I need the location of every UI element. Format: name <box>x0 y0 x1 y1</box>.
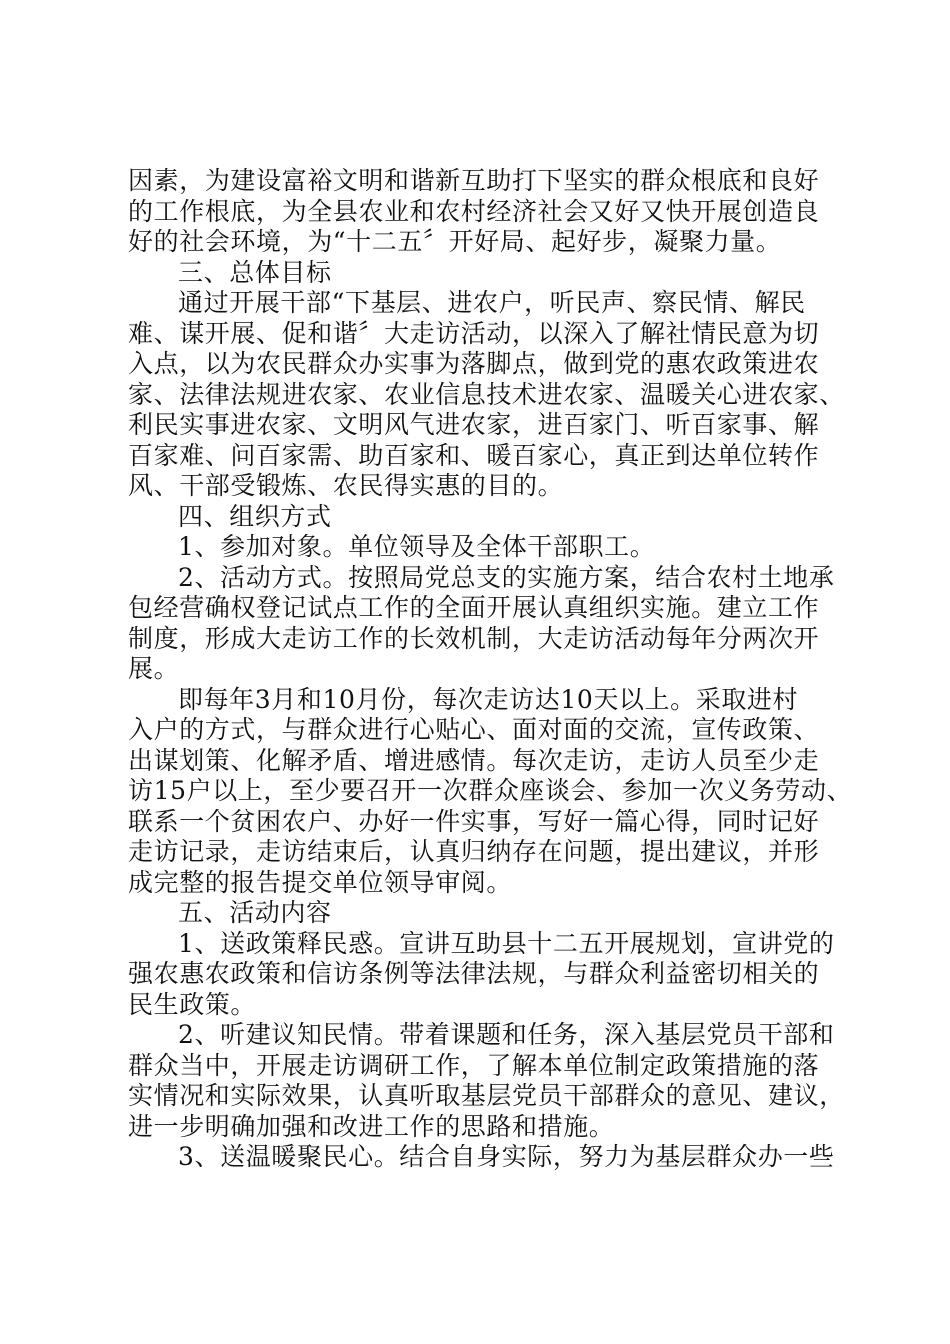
section-heading: 五、活动内容 <box>178 898 332 927</box>
text-line: 好的社会环境，为“十二五〞开好局、起好步，凝聚力量。 <box>128 227 782 256</box>
text-line: 成完整的报告提交单位领导审阅。 <box>128 867 513 897</box>
text-line: 访15户以上，至少要召开一次群众座谈会、参加一次义务劳动、 <box>128 776 853 805</box>
text-line: 2、活动方式。按照局党总支的实施方案，结合农村土地承 <box>178 562 835 592</box>
section-heading: 四、组织方式 <box>178 501 332 531</box>
text-line: 通过开展干部“下基层、进农户，听民声、察民情、解民 <box>178 288 806 317</box>
text-line: 强农惠农政策和信访条例等法律法规，与群众利益密切相关的 <box>128 959 820 988</box>
text-line: 的工作根底，为全县农业和农村经济社会又好又快开展创造良 <box>128 196 820 226</box>
text-line: 群众当中，开展走访调研工作，了解本单位制定政策措施的落 <box>128 1050 820 1080</box>
text-line: 制度，形成大走访工作的长效机制，大走访活动每年分两次开 <box>128 623 820 653</box>
text-line: 2、听建议知民情。带着课题和任务，深入基层党员干部和 <box>178 1020 835 1049</box>
text-line: 3、送温暖聚民心。结合自身实际，努力为基层群众办一些 <box>178 1142 835 1171</box>
text-line: 入点，以为农民群众办实事为落脚点，做到党的惠农政策进农 <box>128 349 820 378</box>
text-line: 实情况和实际效果，认真听取基层党员干部群众的意见、建议， <box>128 1081 845 1110</box>
text-line: 走访记录，走访结束后，认真归纳存在问题，提出建议，并形 <box>128 837 820 866</box>
text-line: 难、谋开展、促和谐〞大走访活动，以深入了解社情民意为切 <box>128 318 820 348</box>
text-line: 利民实事进农家、文明风气进农家，进百家门、听百家事、解 <box>128 410 820 439</box>
text-line: 风、干部受锻炼、农民得实惠的目的。 <box>128 471 564 500</box>
text-line: 1、参加对象。单位领导及全体干部职工。 <box>178 532 656 561</box>
text-line: 展。 <box>128 654 180 683</box>
text-line: 出谋划策、化解矛盾、增进感情。每次走访，走访人员至少走 <box>128 745 820 775</box>
body-text <box>128 166 853 1173</box>
text-line: 民生政策。 <box>128 989 257 1019</box>
text-line: 即每年3月和10月份，每次走访达10天以上。采取进村 <box>178 684 799 714</box>
text-line: 百家难、问百家需、助百家和、暖百家心，真正到达单位转作 <box>128 440 820 470</box>
text-line: 联系一个贫困农户、办好一件实事，写好一篇心得，同时记好 <box>128 806 820 836</box>
text-line: 包经营确权登记试点工作的全面开展认真组织实施。建立工作 <box>128 593 820 622</box>
text-line: 家、法律法规进农家、农业信息技术进农家、温暖关心进农家、 <box>128 379 845 409</box>
text-line: 因素，为建设富裕文明和谐新互助打下坚实的群众根底和良好 <box>128 166 820 195</box>
text-line: 入户的方式，与群众进行心贴心、面对面的交流，宣传政策、 <box>128 715 820 744</box>
text-line: 1、送政策释民惑。宣讲互助县十二五开展规划，宣讲党的 <box>178 928 835 958</box>
section-heading: 三、总体目标 <box>178 257 332 287</box>
text-line: 进一步明确加强和改进工作的思路和措施。 <box>128 1111 615 1141</box>
